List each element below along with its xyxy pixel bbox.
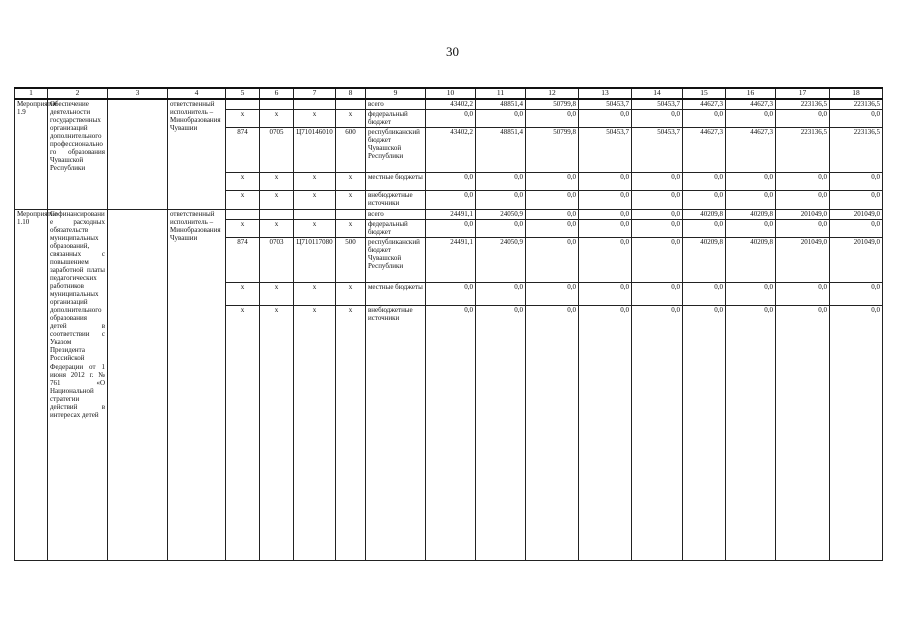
funding-source: республиканский бюджет Чувашской Республики [366,127,426,172]
expense-type-cell: x [336,219,366,237]
value-cell: 0,0 [426,305,476,560]
value-cell: 44627,3 [683,99,726,110]
value-cell: 201049,0 [776,209,830,219]
value-cell: 48851,4 [476,99,526,110]
value-cell: 0,0 [776,109,830,127]
target-article-cell: Ц710146010 [294,127,336,172]
header-cell: 2 [48,88,108,99]
value-cell: 40209,8 [683,237,726,282]
value-cell: 50799,8 [526,127,579,172]
value-cell: 0,0 [579,190,632,209]
header-cell: 8 [336,88,366,99]
header-cell: 17 [776,88,830,99]
value-cell: 40209,8 [726,237,776,282]
value-cell: 201049,0 [830,209,883,219]
expense-type-cell: 500 [336,237,366,282]
target-article-cell: x [294,219,336,237]
event-code: Мероприятие 1.10 [15,209,48,560]
value-cell: 0,0 [526,237,579,282]
header-cell: 9 [366,88,426,99]
grbs-cell: x [226,172,260,190]
value-cell: 0,0 [830,282,883,305]
grbs-cell: x [226,109,260,127]
value-cell: 223136,5 [776,127,830,172]
target-article-cell: Ц710117080 [294,237,336,282]
value-cell: 0,0 [830,190,883,209]
value-cell: 0,0 [632,190,683,209]
section-cell [260,99,294,110]
value-cell: 0,0 [632,237,683,282]
target-article-cell [294,209,336,219]
funding-source: федеральный бюджет [366,219,426,237]
header-cell: 7 [294,88,336,99]
header-cell: 4 [168,88,226,99]
value-cell: 0,0 [632,109,683,127]
value-cell: 0,0 [830,305,883,560]
value-cell: 0,0 [526,209,579,219]
value-cell: 24050,9 [476,237,526,282]
value-cell: 0,0 [476,219,526,237]
value-cell: 201049,0 [830,237,883,282]
header-cell: 13 [579,88,632,99]
grbs-cell: x [226,282,260,305]
value-cell: 0,0 [426,219,476,237]
header-cell: 14 [632,88,683,99]
event-executor: ответственный исполнитель – Минобразования Чувашии [168,209,226,560]
grbs-cell: x [226,190,260,209]
table-row [15,99,883,110]
value-cell: 0,0 [579,305,632,560]
value-cell: 0,0 [776,172,830,190]
value-cell: 0,0 [526,282,579,305]
value-cell: 0,0 [426,109,476,127]
value-cell: 0,0 [632,282,683,305]
value-cell: 0,0 [632,305,683,560]
page-number: 30 [446,44,459,59]
value-cell: 0,0 [726,219,776,237]
funding-source: местные бюджеты [366,172,426,190]
header-cell: 16 [726,88,776,99]
event-code: Мероприятие 1.9 [15,99,48,210]
value-cell: 50453,7 [579,99,632,110]
header-cell: 11 [476,88,526,99]
value-cell: 0,0 [776,219,830,237]
value-cell: 0,0 [683,282,726,305]
value-cell: 0,0 [726,190,776,209]
grbs-cell [226,209,260,219]
value-cell: 43402,2 [426,127,476,172]
value-cell: 0,0 [776,190,830,209]
value-cell: 40209,8 [683,209,726,219]
value-cell: 0,0 [683,190,726,209]
expense-type-cell [336,99,366,110]
value-cell: 44627,3 [683,127,726,172]
value-cell: 0,0 [830,172,883,190]
header-row [15,88,883,99]
target-article-cell: x [294,305,336,560]
value-cell: 0,0 [579,172,632,190]
target-article-cell: x [294,190,336,209]
value-cell: 0,0 [579,237,632,282]
funding-source: всего [366,99,426,110]
funding-source: республиканский бюджет Чувашской Республики [366,237,426,282]
section-cell [260,209,294,219]
value-cell: 0,0 [830,109,883,127]
value-cell: 0,0 [776,305,830,560]
value-cell: 50799,8 [526,99,579,110]
empty-cell [108,99,168,210]
grbs-cell: 874 [226,127,260,172]
value-cell: 223136,5 [776,99,830,110]
section-cell: x [260,190,294,209]
value-cell: 0,0 [632,172,683,190]
empty-cell [108,209,168,560]
value-cell: 0,0 [426,172,476,190]
funding-source: внебюджетные источники [366,305,426,560]
value-cell: 0,0 [683,219,726,237]
value-cell: 0,0 [830,219,883,237]
target-article-cell: x [294,282,336,305]
event-executor: ответственный исполнитель – Минобразования Чувашии [168,99,226,210]
header-cell: 12 [526,88,579,99]
value-cell: 40209,8 [726,209,776,219]
value-cell: 50453,7 [632,127,683,172]
value-cell: 24491,1 [426,209,476,219]
value-cell: 0,0 [426,190,476,209]
value-cell: 0,0 [526,109,579,127]
value-cell: 0,0 [632,219,683,237]
value-cell: 50453,7 [579,127,632,172]
funding-source: внебюджетные источники [366,190,426,209]
header-cell: 5 [226,88,260,99]
value-cell: 0,0 [426,282,476,305]
funding-source: всего [366,209,426,219]
section-cell: x [260,305,294,560]
value-cell: 0,0 [526,172,579,190]
value-cell: 0,0 [526,190,579,209]
value-cell: 0,0 [776,282,830,305]
section-cell: 0703 [260,237,294,282]
value-cell: 24050,9 [476,209,526,219]
header-cell: 18 [830,88,883,99]
value-cell: 0,0 [476,172,526,190]
section-cell: x [260,172,294,190]
value-cell: 48851,4 [476,127,526,172]
value-cell: 0,0 [526,219,579,237]
value-cell: 0,0 [683,109,726,127]
value-cell: 0,0 [683,305,726,560]
value-cell: 0,0 [579,219,632,237]
target-article-cell: x [294,172,336,190]
value-cell: 43402,2 [426,99,476,110]
target-article-cell: x [294,109,336,127]
value-cell: 0,0 [726,172,776,190]
value-cell: 0,0 [579,282,632,305]
expense-type-cell: x [336,305,366,560]
value-cell: 0,0 [726,282,776,305]
value-cell: 0,0 [579,209,632,219]
value-cell: 0,0 [726,109,776,127]
value-cell: 0,0 [683,172,726,190]
value-cell: 0,0 [579,109,632,127]
section-cell: x [260,282,294,305]
value-cell: 44627,3 [726,127,776,172]
value-cell: 44627,3 [726,99,776,110]
grbs-cell [226,99,260,110]
section-cell: 0705 [260,127,294,172]
event-name: Обеспечение деятельности государственных организаций дополнительного профессионального образования Чувашской Республики [48,99,108,210]
target-article-cell [294,99,336,110]
header-cell: 3 [108,88,168,99]
value-cell: 223136,5 [830,99,883,110]
expense-type-cell: x [336,282,366,305]
header-cell: 1 [15,88,48,99]
value-cell: 0,0 [476,109,526,127]
table-row [15,209,883,219]
value-cell: 0,0 [476,282,526,305]
value-cell: 0,0 [526,305,579,560]
value-cell: 0,0 [476,190,526,209]
funding-source: федеральный бюджет [366,109,426,127]
value-cell: 0,0 [632,209,683,219]
section-cell: x [260,219,294,237]
header-cell: 15 [683,88,726,99]
value-cell: 0,0 [726,305,776,560]
grbs-cell: x [226,219,260,237]
value-cell: 24491,1 [426,237,476,282]
value-cell: 201049,0 [776,237,830,282]
header-cell: 10 [426,88,476,99]
value-cell: 223136,5 [830,127,883,172]
expense-type-cell: 600 [336,127,366,172]
event-name: Софинансирование расходных обязательств муниципальных образований, связанных с повышением заработной платы педагогических работников муниципальных организаций дополнительного образования детей в соответствии с Указом Президента Российской Федерации от 1 июня 2012 г. № 761 «О Национальной стратегии действий в интересах детей [48,209,108,560]
budget-table [14,87,883,561]
grbs-cell: 874 [226,237,260,282]
expense-type-cell: x [336,190,366,209]
value-cell: 0,0 [476,305,526,560]
expense-type-cell [336,209,366,219]
funding-source: местные бюджеты [366,282,426,305]
header-cell: 6 [260,88,294,99]
grbs-cell: x [226,305,260,560]
expense-type-cell: x [336,172,366,190]
section-cell: x [260,109,294,127]
expense-type-cell: x [336,109,366,127]
value-cell: 50453,7 [632,99,683,110]
